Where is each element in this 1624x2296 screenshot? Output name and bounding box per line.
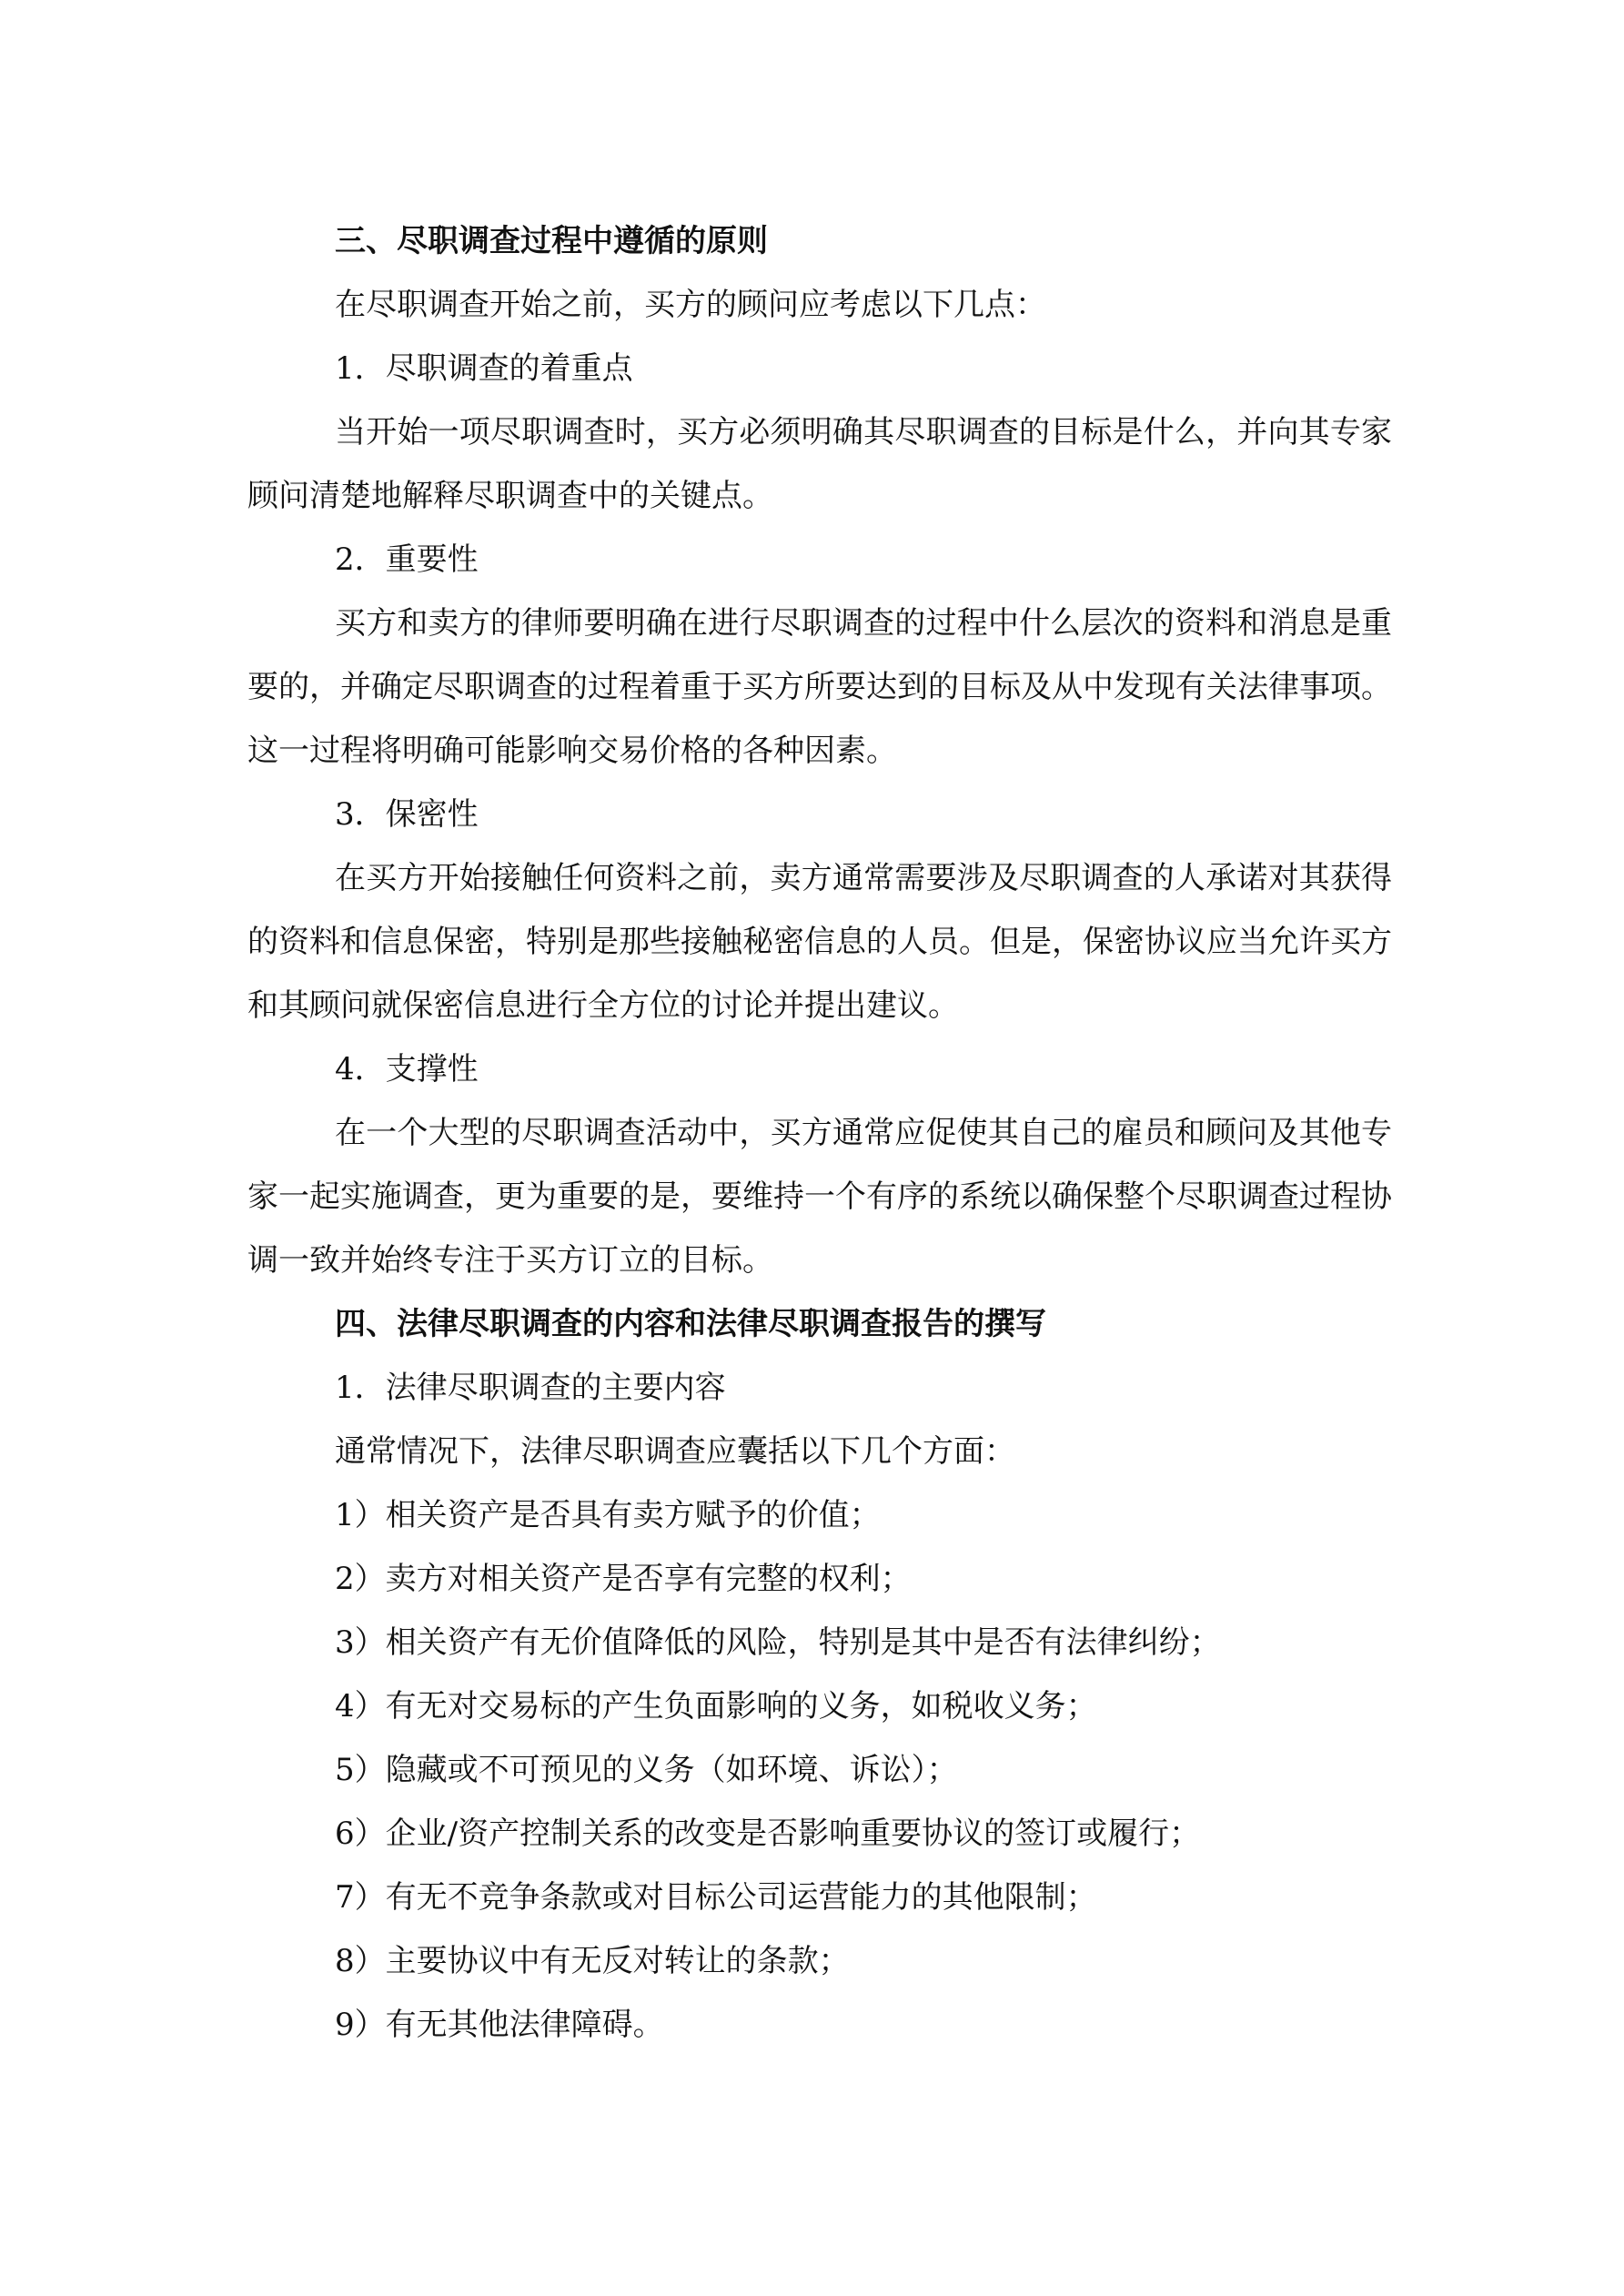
list-item: 2）卖方对相关资产是否享有完整的权利； [335, 1561, 912, 1597]
section-4-intro: 通常情况下，法律尽职调查应囊括以下几个方面： [335, 1433, 1015, 1470]
item-3-title: 3．保密性 [335, 796, 479, 833]
item-2-body: 买方和卖方的律师要明确在进行尽职调查的过程中什么层次的资料和消息是重要的，并确定尽职调查的过程着重于买方所要达到的目标及从中发现有关法律事项。这一过程将明确可能影响交易价格的各种因素。 [247, 605, 1392, 769]
item-3-body: 在买方开始接触任何资料之前，卖方通常需要涉及尽职调查的人承诺对其获得的资料和信息保密，特别是那些接触秘密信息的人员。但是，保密协议应当允许买方和其顾问就保密信息进行全方位的讨论并提出建议。 [247, 860, 1392, 1024]
list-item: 8）主要协议中有无反对转让的条款； [335, 1943, 850, 1979]
list-item: 6）企业/资产控制关系的改变是否影响重要协议的签订或履行； [335, 1816, 1201, 1852]
section-3-intro: 在尽职调查开始之前，买方的顾问应考虑以下几点： [335, 287, 1046, 323]
item-1-body: 当开始一项尽职调查时，买方必须明确其尽职调查的目标是什么，并向其专家顾问清楚地解释尽职调查中的关键点。 [247, 414, 1392, 514]
item-2-title: 2．重要性 [335, 541, 479, 578]
section-4-heading: 四、法律尽职调查的内容和法律尽职调查报告的撰写 [335, 1306, 1046, 1342]
list-item: 4）有无对交易标的产生负面影响的义务，如税收义务； [335, 1688, 1097, 1725]
item-4-body: 在一个大型的尽职调查活动中，买方通常应促使其自己的雇员和顾问及其他专家一起实施调查，更为重要的是，要维持一个有序的系统以确保整个尽职调查过程协调一致并始终专注于买方订立的目标。 [247, 1115, 1392, 1279]
list-item: 3）相关资产有无价值降低的风险，特别是其中是否有法律纠纷； [335, 1624, 1221, 1661]
item-1-title: 1．尽职调查的着重点 [335, 350, 633, 387]
list-item: 9）有无其他法律障碍。 [335, 2007, 664, 2043]
section-4-subheading: 1．法律尽职调查的主要内容 [335, 1370, 726, 1406]
list-item: 7）有无不竞争条款或对目标公司运营能力的其他限制； [335, 1879, 1097, 1916]
list-item: 1）相关资产是否具有卖方赋予的价值； [335, 1497, 881, 1533]
document-body [247, 209, 1392, 2057]
list-item: 5）隐藏或不可预见的义务（如环境、诉讼）； [335, 1752, 958, 1788]
due-diligence-list [247, 1483, 1392, 2057]
section-3-heading: 三、尽职调查过程中遵循的原则 [335, 223, 768, 259]
item-4-title: 4．支撑性 [335, 1051, 479, 1087]
